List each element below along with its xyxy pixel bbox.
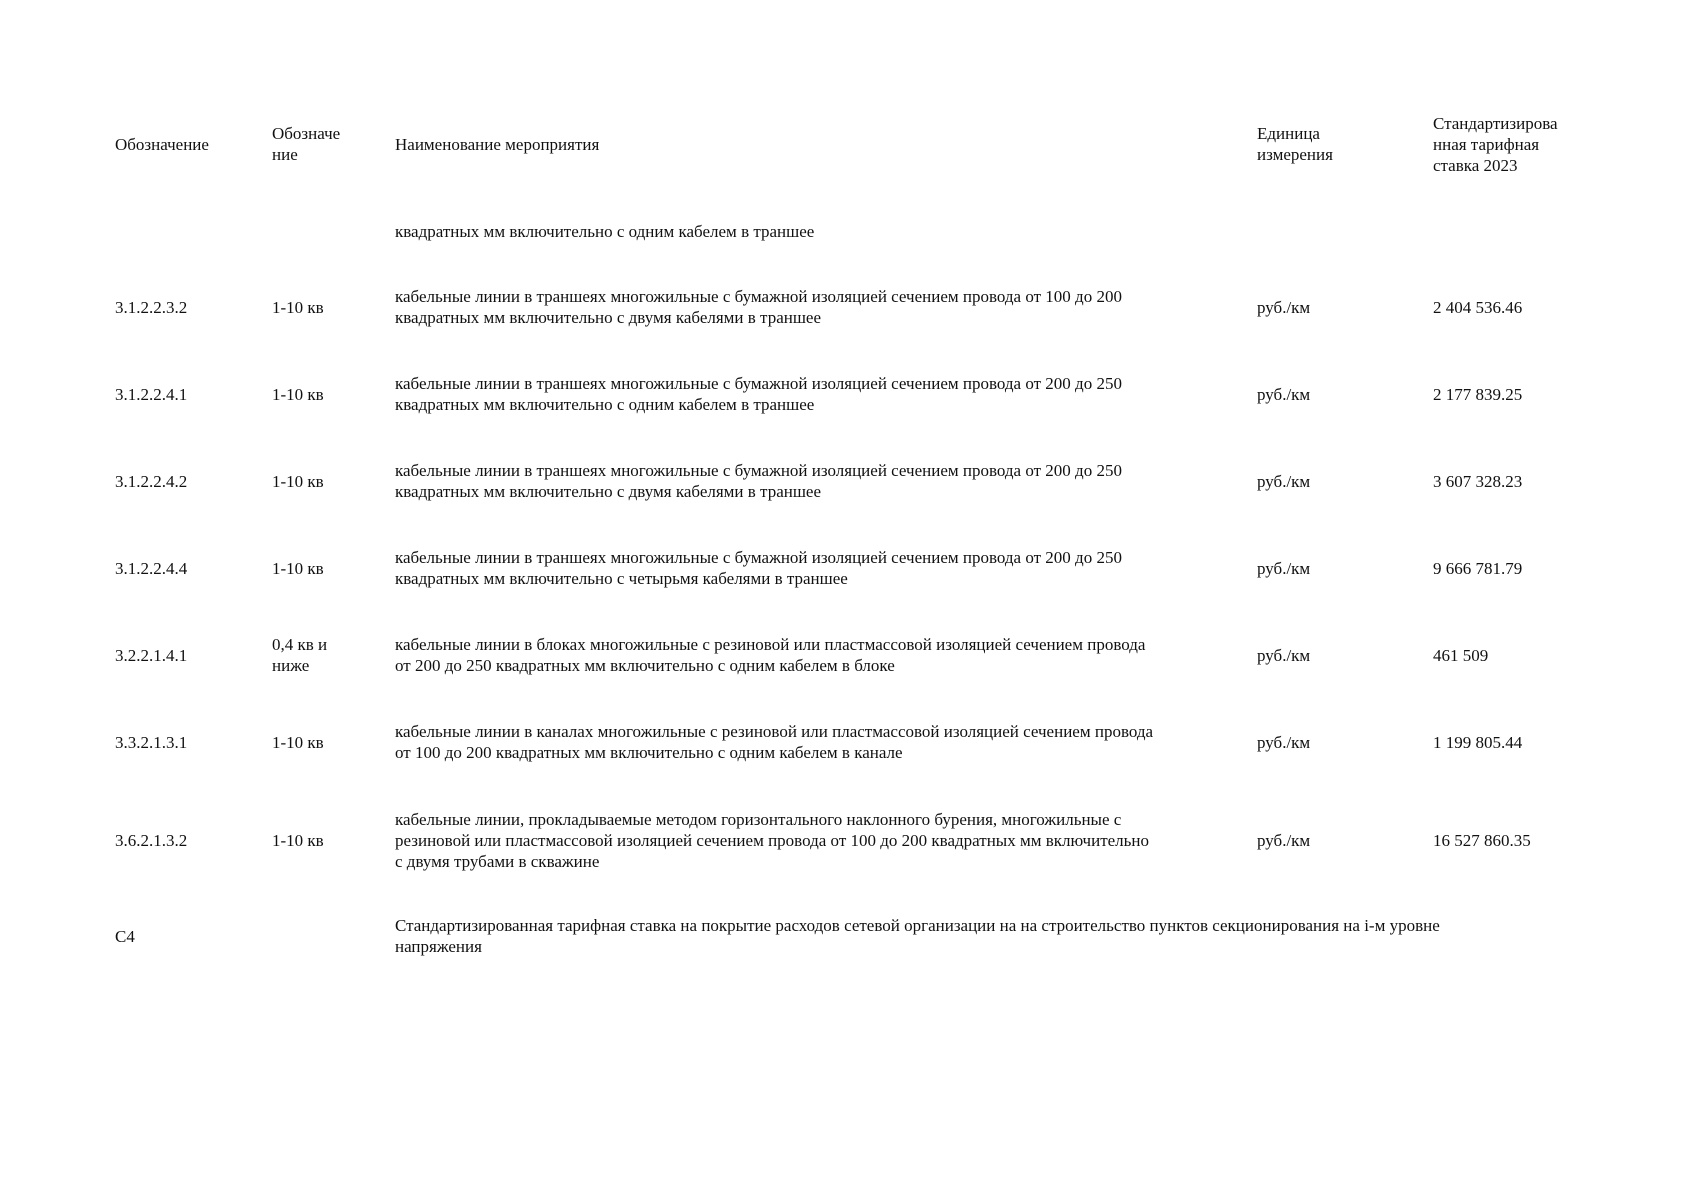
row-designation: 1-10 кв bbox=[272, 732, 324, 752]
row-unit: руб./км bbox=[1257, 471, 1311, 491]
row-rate: 9 666 781.79 bbox=[1433, 558, 1523, 578]
table-row-section bbox=[0, 914, 1697, 958]
row-name: кабельные линии в траншеях многожильные с бумажной изоляцией сечением провода от 200 до 250 квадратных мм включительно с одним кабелем в траншее bbox=[395, 374, 1122, 414]
row-rate: 2 404 536.46 bbox=[1433, 297, 1523, 317]
row-designation: 1-10 кв bbox=[272, 297, 324, 317]
row-code: 3.2.2.1.4.1 bbox=[115, 645, 188, 665]
row-code: 3.3.2.1.3.1 bbox=[115, 732, 188, 752]
continuation-name: квадратных мм включительно с одним кабелем в траншее bbox=[395, 221, 815, 241]
table-row bbox=[0, 720, 1697, 764]
row-designation: 1-10 кв bbox=[272, 558, 324, 578]
row-rate: 3 607 328.23 bbox=[1433, 471, 1523, 491]
row-rate: 2 177 839.25 bbox=[1433, 384, 1523, 404]
row-code: 3.1.2.2.4.2 bbox=[115, 471, 188, 491]
row-name: кабельные линии в блоках многожильные с резиновой или пластмассовой изоляцией сечением провода от 200 до 250 квадратных мм включительно с одним кабелем в блоке bbox=[395, 635, 1146, 675]
header-name: Наименование мероприятия bbox=[395, 134, 600, 154]
row-designation: 0,4 кв и ниже bbox=[272, 635, 328, 675]
table-row bbox=[0, 285, 1697, 329]
row-designation: 1-10 кв bbox=[272, 384, 324, 404]
header-code: Обозначение bbox=[115, 134, 209, 154]
section-code: С4 bbox=[115, 926, 135, 946]
table-row bbox=[0, 633, 1697, 677]
row-name: кабельные линии в траншеях многожильные с бумажной изоляцией сечением провода от 100 до 200 квадратных мм включительно с двумя кабелями в траншее bbox=[395, 287, 1122, 327]
header-rate: Стандартизирова нная тарифная ставка 2023 bbox=[1433, 113, 1558, 175]
row-rate: 461 509 bbox=[1433, 645, 1489, 665]
row-rate: 16 527 860.35 bbox=[1433, 830, 1531, 850]
header-designation: Обозначе ние bbox=[272, 124, 341, 164]
table-row bbox=[0, 372, 1697, 416]
table-row bbox=[0, 546, 1697, 590]
row-designation: 1-10 кв bbox=[272, 471, 324, 491]
header-unit: Единица измерения bbox=[1257, 124, 1333, 164]
row-rate: 1 199 805.44 bbox=[1433, 732, 1523, 752]
row-name: кабельные линии, прокладываемые методом горизонтального наклонного бурения, многожильные с резиновой или пластмассовой изоляцией сечением провода от 100 до 200 квадратных мм включительно с двумя трубами в скважине bbox=[395, 809, 1150, 871]
row-unit: руб./км bbox=[1257, 830, 1311, 850]
row-designation: 1-10 кв bbox=[272, 830, 324, 850]
table-row bbox=[0, 459, 1697, 503]
row-unit: руб./км bbox=[1257, 645, 1311, 665]
row-code: 3.1.2.2.3.2 bbox=[115, 297, 188, 317]
row-name: кабельные линии в каналах многожильные с резиновой или пластмассовой изоляцией сечением провода от 100 до 200 квадратных мм включительно с одним кабелем в канале bbox=[395, 722, 1154, 762]
row-unit: руб./км bbox=[1257, 384, 1311, 404]
row-unit: руб./км bbox=[1257, 732, 1311, 752]
table-header bbox=[0, 108, 1697, 180]
row-code: 3.1.2.2.4.1 bbox=[115, 384, 188, 404]
table-row-continuation bbox=[0, 219, 1697, 243]
row-code: 3.1.2.2.4.4 bbox=[115, 558, 188, 578]
row-unit: руб./км bbox=[1257, 297, 1311, 317]
row-name: кабельные линии в траншеях многожильные с бумажной изоляцией сечением провода от 200 до 250 квадратных мм включительно с двумя кабелями в траншее bbox=[395, 461, 1122, 501]
row-code: 3.6.2.1.3.2 bbox=[115, 830, 188, 850]
row-name: кабельные линии в траншеях многожильные с бумажной изоляцией сечением провода от 200 до 250 квадратных мм включительно с четырьмя кабелями в траншее bbox=[395, 548, 1122, 588]
section-name: Стандартизированная тарифная ставка на покрытие расходов сетевой организации на на строительство пунктов секционирования на i-м уровне напряжения bbox=[395, 916, 1440, 956]
table-row bbox=[0, 807, 1697, 873]
row-unit: руб./км bbox=[1257, 558, 1311, 578]
